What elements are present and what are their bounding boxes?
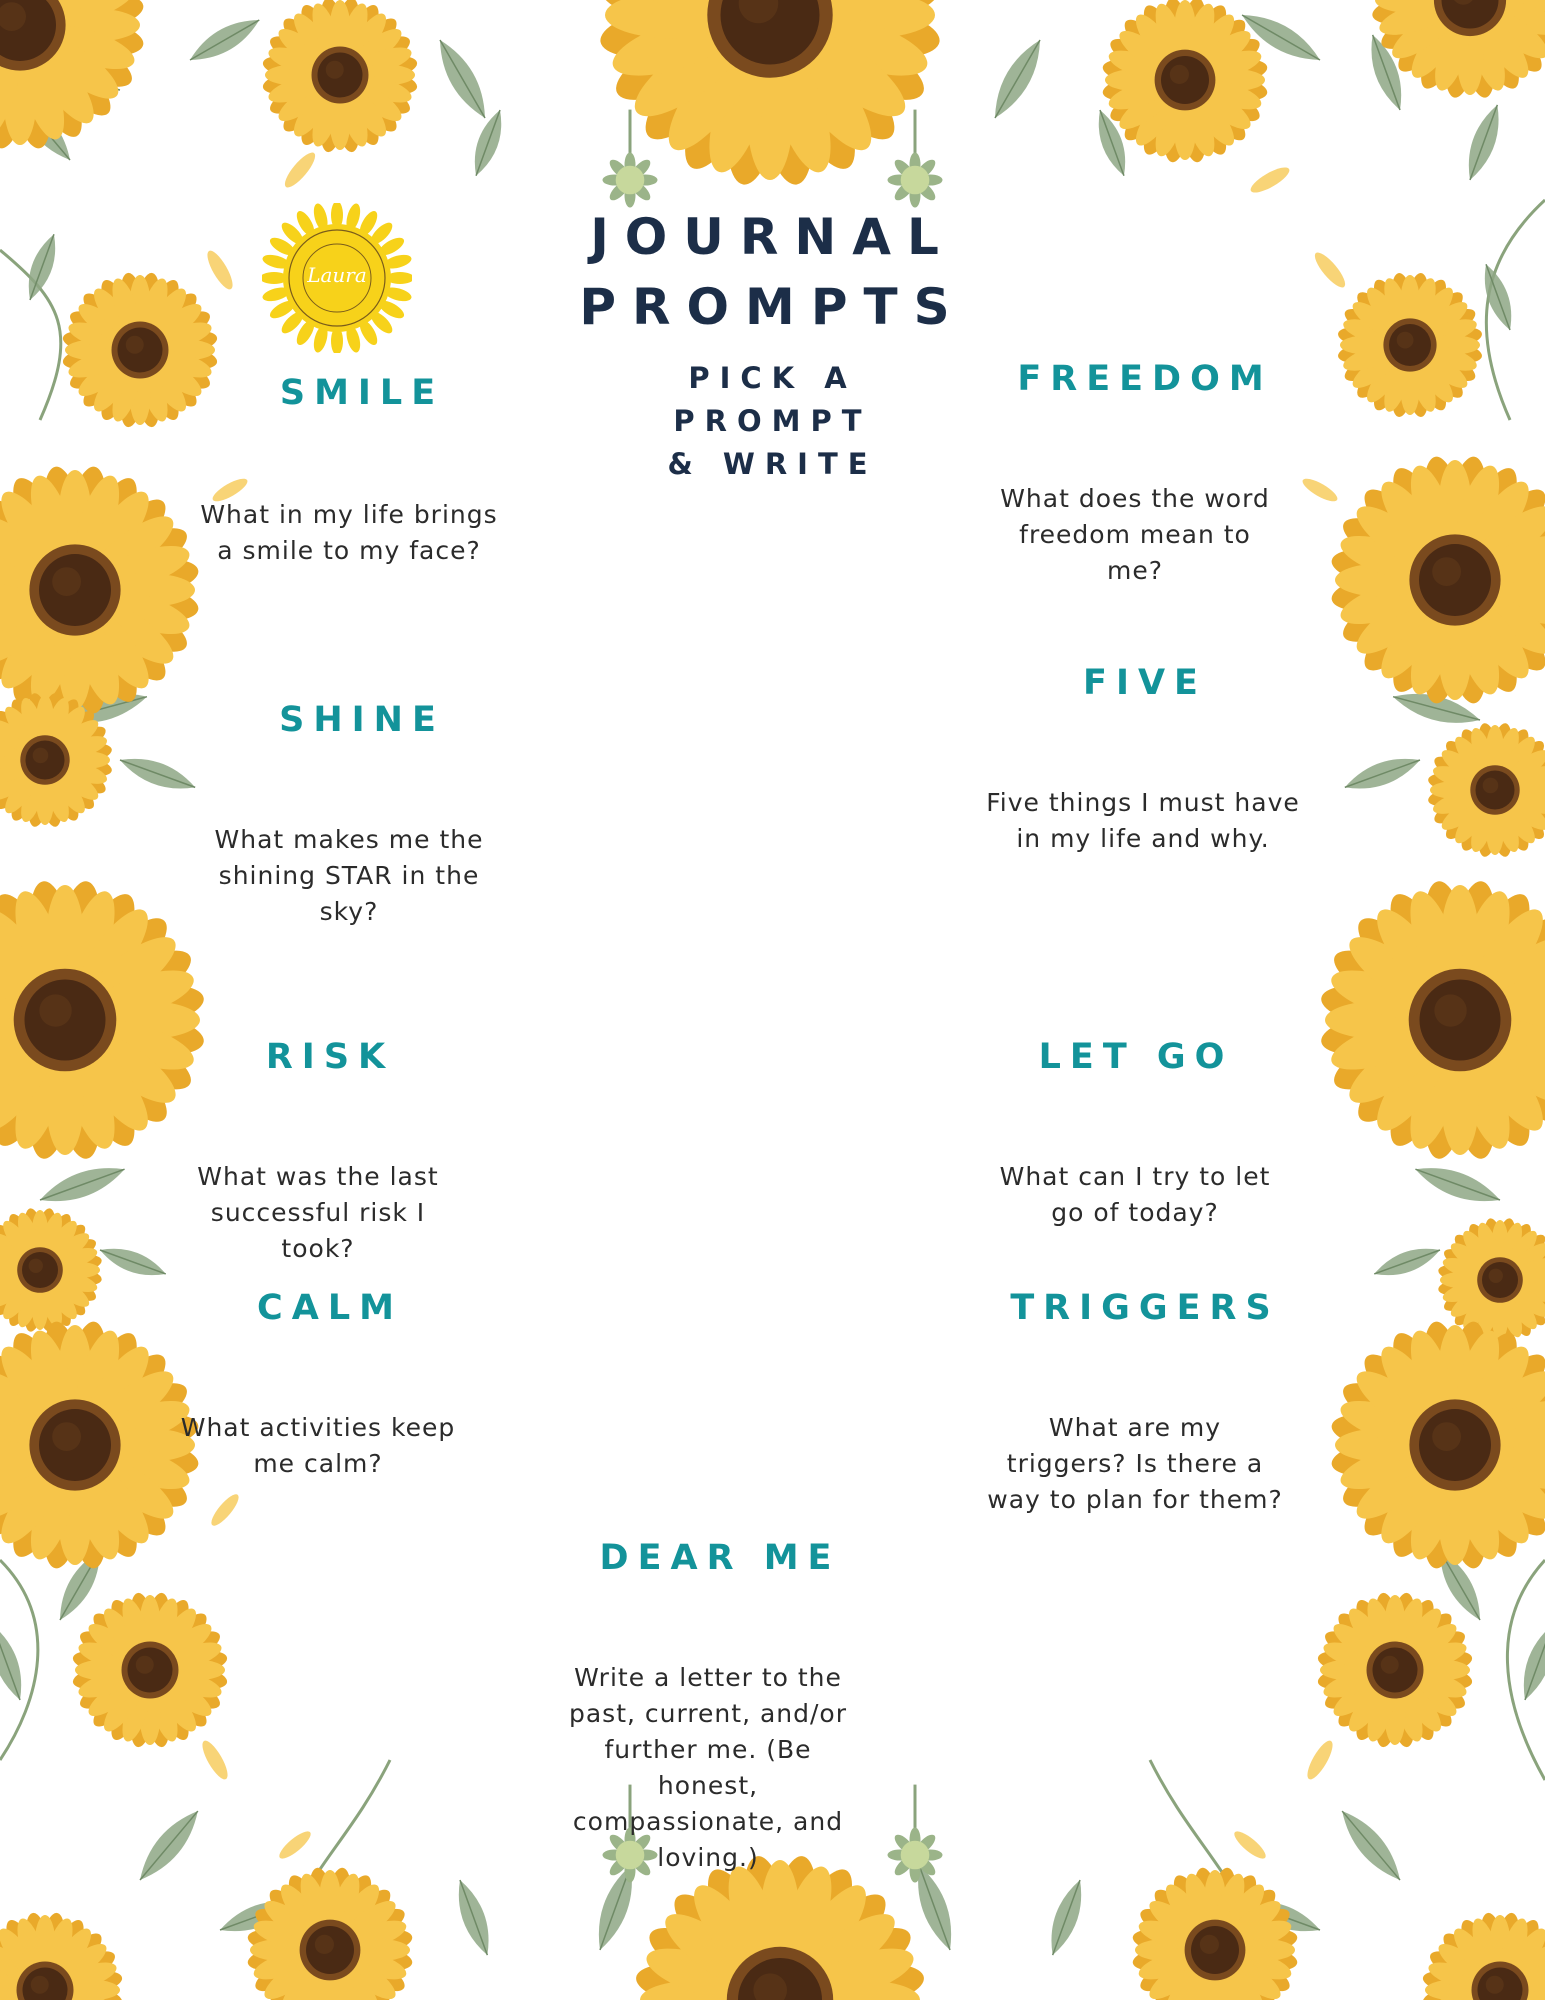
prompt-heading-dear-me: DEAR ME [599, 1538, 841, 1578]
prompt-text-five [963, 785, 1323, 857]
sunflower-icon [1421, 1911, 1545, 2000]
prompt-text-line: sky? [319, 897, 379, 926]
prompt-text-line: Five things I must have [986, 788, 1300, 817]
sunflower-icon [1101, 0, 1269, 164]
leaf-icon [985, 34, 1051, 124]
prompt-text-line: freedom mean to [1019, 520, 1251, 549]
loose-petal-icon [1231, 1827, 1269, 1862]
prompt-text-line: shining STAR in the [218, 861, 480, 890]
leaf-icon [1515, 1621, 1545, 1704]
loose-petal-icon [1303, 1737, 1337, 1782]
prompt-heading-shine: SHINE [279, 700, 445, 740]
leaf-icon [1371, 1241, 1444, 1284]
sunflower-icon [261, 0, 419, 154]
prompt-text-line: What are my [1048, 1413, 1222, 1442]
sunflower-icon [246, 1866, 414, 2000]
prompt-text-line: Write a letter to the [574, 1663, 842, 1692]
prompt-heading-calm: CALM [257, 1288, 403, 1328]
leaf-icon [0, 1621, 30, 1704]
sunflower-icon [0, 0, 146, 151]
sunflower-icon [1318, 878, 1545, 1162]
sunflower-icon [1329, 1319, 1545, 1571]
prompt-text-line: me calm? [253, 1449, 383, 1478]
sunflower-icon [0, 878, 207, 1162]
prompt-text-line: honest, [657, 1771, 759, 1800]
leaf-icon [1460, 101, 1508, 184]
prompt-heading-smile: SMILE [279, 373, 445, 413]
sunflower-icon [0, 1911, 124, 2000]
prompt-text-let-go [965, 1159, 1305, 1231]
prompt-text-line: me? [1106, 556, 1163, 585]
prompt-text-line: in my life and why. [1016, 824, 1270, 853]
prompt-text-freedom [965, 481, 1305, 589]
leaf-icon [131, 1803, 207, 1887]
loose-petal-icon [276, 1827, 314, 1862]
prompt-text-risk [148, 1159, 488, 1267]
prompt-text-line: What in my life brings [200, 500, 498, 529]
subtitle-line-3: & WRITE [667, 447, 878, 481]
leaf-icon [1341, 750, 1424, 798]
page-title-line-2: PROMPTS [579, 278, 966, 336]
prompt-text-line: further me. (Be [604, 1735, 812, 1764]
prompt-heading-triggers: TRIGGERS [1010, 1288, 1280, 1328]
prompt-text-line: successful risk I [210, 1198, 426, 1227]
prompt-text-calm [148, 1410, 488, 1482]
leaf-icon [1333, 1803, 1409, 1887]
leaf-icon [1042, 1876, 1090, 1959]
prompt-text-line: took? [281, 1234, 355, 1263]
prompt-text-line: What activities keep [180, 1413, 456, 1442]
prompt-text-line: What was the last [197, 1162, 439, 1191]
leaf-icon [430, 34, 496, 124]
leaf-icon [450, 1876, 498, 1959]
prompt-text-shine [179, 822, 519, 930]
loose-petal-icon [1247, 163, 1292, 197]
page-title-line-1: JOURNAL [590, 208, 955, 266]
prompt-text-line: What can I try to let [999, 1162, 1271, 1191]
sunflower-icon [1427, 722, 1545, 859]
prompt-text-line: loving.) [657, 1843, 759, 1872]
prompt-text-triggers [965, 1410, 1305, 1518]
sunflower-icon [1437, 1217, 1545, 1343]
loose-petal-icon [207, 1491, 242, 1529]
logo-script-name: Laura [307, 263, 367, 287]
leaf-icon [467, 107, 510, 180]
prompt-text-line: What does the word [1000, 484, 1270, 513]
flower-bud-icon [888, 110, 943, 208]
sunflower-icon [1131, 1866, 1299, 2000]
prompt-heading-freedom: FREEDOM [1017, 359, 1273, 399]
prompt-text-line: triggers? Is there a [1006, 1449, 1264, 1478]
prompt-text-smile [179, 497, 519, 569]
prompt-text-line: What makes me the [214, 825, 484, 854]
prompt-text-dear-me [538, 1660, 878, 1876]
prompt-text-line: go of today? [1051, 1198, 1219, 1227]
prompt-text-line: compassionate, and [572, 1807, 844, 1836]
subtitle-line-2: PROMPT [673, 404, 872, 438]
leaf-icon [116, 750, 199, 798]
leaf-icon [185, 10, 265, 69]
flower-bud-icon [888, 1785, 943, 1883]
leaf-icon [36, 1158, 129, 1211]
sunflower-icon [71, 1591, 229, 1749]
sunflower-icon [1316, 1591, 1474, 1749]
prompt-heading-five: FIVE [1083, 663, 1207, 703]
leaf-icon [1411, 1158, 1504, 1211]
prompt-text-line: past, current, and/or [568, 1699, 848, 1728]
loose-petal-icon [280, 149, 319, 192]
sunflower-icon [0, 1207, 103, 1333]
prompt-heading-risk: RISK [265, 1037, 395, 1077]
prompt-heading-let-go: LET GO [1038, 1037, 1234, 1077]
subtitle-line-1: PICK A [688, 361, 857, 395]
loose-petal-icon [198, 1737, 232, 1782]
prompt-text-line: way to plan for them? [987, 1485, 1283, 1514]
prompt-text-line: a smile to my face? [217, 536, 481, 565]
sunflower-icon [0, 464, 201, 716]
